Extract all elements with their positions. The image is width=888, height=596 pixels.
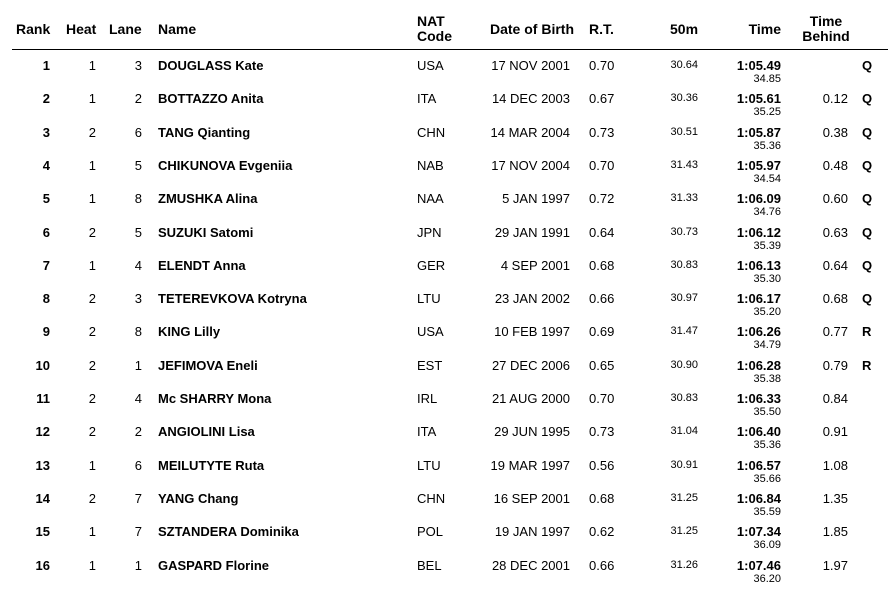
rank-cell: 5 — [42, 191, 50, 207]
rank-cell: 14 — [35, 490, 50, 506]
table-row — [0, 185, 888, 218]
date-of-birth-cell: 28 DEC 2001 — [491, 557, 570, 573]
final-time-cell: 1:06.17 — [736, 291, 781, 307]
lane-cell: 2 — [134, 424, 142, 440]
nat-code-cell: CHN — [417, 490, 446, 506]
lane-cell: 8 — [134, 324, 142, 340]
time-behind-cell: 1.97 — [822, 557, 848, 573]
final-time-cell: 1:06.26 — [736, 324, 781, 340]
header-split-50m: 50m — [670, 21, 699, 37]
qualification-mark: Q — [862, 291, 873, 307]
second-split-cell: 34.79 — [753, 339, 781, 352]
header-behind-line1: Time — [809, 13, 843, 29]
table-row — [0, 485, 888, 518]
split-50m-cell: 30.51 — [670, 125, 698, 138]
second-split-cell: 34.85 — [753, 73, 781, 85]
split-50m-cell: 31.33 — [670, 192, 698, 205]
reaction-time-cell: 0.64 — [589, 224, 615, 240]
table-row — [0, 219, 888, 252]
heat-cell: 2 — [88, 124, 96, 140]
nat-code-cell: POL — [417, 524, 444, 540]
athlete-name: ELENDT Anna — [158, 257, 246, 273]
athlete-name: ANGIOLINI Lisa — [158, 424, 255, 440]
athlete-name: KING Lilly — [158, 324, 221, 340]
rank-cell: 3 — [42, 124, 50, 140]
rank-cell: 15 — [35, 524, 50, 540]
qualification-mark: Q — [862, 58, 873, 73]
table-row — [0, 85, 888, 118]
heat-cell: 2 — [88, 224, 96, 240]
date-of-birth-cell: 16 SEP 2001 — [493, 490, 570, 506]
lane-cell: 3 — [134, 58, 142, 73]
final-time-cell: 1:05.87 — [736, 124, 781, 140]
split-50m-cell: 30.36 — [670, 92, 698, 105]
results-header — [0, 0, 888, 50]
athlete-name: Mc SHARRY Mona — [158, 391, 272, 406]
time-behind-cell: 1.35 — [822, 490, 848, 506]
nat-code-cell: NAA — [417, 191, 444, 207]
date-of-birth-cell: 23 JAN 2002 — [494, 291, 570, 307]
split-50m-cell: 30.83 — [670, 392, 698, 404]
final-time-cell: 1:06.09 — [736, 191, 781, 207]
header-time-behind — [795, 14, 857, 44]
heat-cell: 1 — [88, 257, 96, 273]
heat-cell: 2 — [88, 291, 96, 307]
final-time-cell: 1:05.49 — [736, 58, 781, 73]
time-behind-cell: 1.85 — [822, 524, 848, 540]
second-split-cell: 35.50 — [753, 406, 781, 418]
heat-cell: 1 — [88, 524, 96, 540]
time-behind-cell: 0.63 — [822, 224, 848, 240]
header-rank: Rank — [16, 21, 51, 37]
final-time-cell: 1:06.57 — [736, 457, 781, 473]
lane-cell: 6 — [134, 124, 142, 140]
reaction-time-cell: 0.56 — [589, 457, 615, 473]
split-50m-cell: 31.04 — [670, 425, 698, 438]
lane-cell: 5 — [134, 224, 142, 240]
lane-cell: 7 — [134, 524, 142, 540]
reaction-time-cell: 0.70 — [589, 391, 615, 406]
lane-cell: 7 — [134, 490, 142, 506]
date-of-birth-cell: 5 JAN 1997 — [502, 191, 570, 207]
split-50m-cell: 30.90 — [670, 358, 698, 371]
athlete-name: JEFIMOVA Eneli — [158, 357, 258, 373]
date-of-birth-cell: 27 DEC 2006 — [491, 357, 570, 373]
table-row — [0, 452, 888, 485]
reaction-time-cell: 0.65 — [589, 357, 615, 373]
table-row — [0, 518, 888, 551]
heat-cell: 1 — [88, 58, 96, 73]
header-nat-line2: Code — [417, 28, 452, 44]
reaction-time-cell: 0.68 — [589, 257, 615, 273]
nat-code-cell: NAB — [417, 157, 444, 173]
lane-cell: 3 — [134, 291, 142, 307]
rank-cell: 9 — [42, 324, 50, 340]
date-of-birth-cell: 19 JAN 1997 — [494, 524, 570, 540]
second-split-cell: 36.09 — [753, 539, 781, 552]
nat-code-cell: BEL — [417, 557, 442, 573]
reaction-time-cell: 0.66 — [589, 557, 615, 573]
date-of-birth-cell: 21 AUG 2000 — [491, 391, 570, 406]
athlete-name: DOUGLASS Kate — [158, 58, 264, 73]
athlete-name: MEILUTYTE Ruta — [158, 457, 265, 473]
reaction-time-cell: 0.70 — [589, 58, 615, 73]
header-divider — [12, 49, 888, 50]
rank-cell: 11 — [36, 391, 50, 406]
second-split-cell: 35.66 — [753, 472, 781, 485]
athlete-name: SUZUKI Satomi — [158, 224, 254, 240]
date-of-birth-cell: 29 JUN 1995 — [494, 424, 570, 440]
time-behind-cell: 0.64 — [822, 257, 848, 273]
lane-cell: 4 — [134, 391, 142, 406]
heat-cell: 2 — [88, 357, 96, 373]
final-time-cell: 1:05.97 — [736, 157, 781, 173]
split-50m-cell: 31.25 — [670, 491, 698, 504]
split-50m-cell: 31.47 — [670, 325, 698, 338]
date-of-birth-cell: 29 JAN 1991 — [494, 224, 570, 240]
nat-code-cell: ITA — [417, 91, 437, 107]
qualification-mark: Q — [862, 124, 873, 140]
header-date-of-birth: Date of Birth — [490, 21, 574, 37]
athlete-name: BOTTAZZO Anita — [158, 91, 264, 107]
second-split-cell: 35.25 — [753, 106, 781, 119]
table-row — [0, 52, 888, 85]
heat-cell: 1 — [88, 457, 96, 473]
second-split-cell: 35.20 — [753, 306, 781, 319]
reaction-time-cell: 0.67 — [589, 91, 615, 107]
lane-cell: 8 — [134, 191, 142, 207]
time-behind-cell: 0.48 — [822, 157, 848, 173]
split-50m-cell: 31.43 — [670, 158, 698, 171]
nat-code-cell: CHN — [417, 124, 446, 140]
nat-code-cell: IRL — [417, 391, 438, 406]
header-lane: Lane — [109, 21, 142, 37]
second-split-cell: 35.30 — [753, 272, 781, 285]
athlete-name: SZTANDERA Dominika — [158, 524, 299, 540]
final-time-cell: 1:06.12 — [736, 224, 781, 240]
reaction-time-cell: 0.72 — [589, 191, 615, 207]
table-row — [0, 285, 888, 318]
final-time-cell: 1:07.34 — [736, 524, 781, 540]
table-row — [0, 152, 888, 185]
date-of-birth-cell: 17 NOV 2004 — [491, 157, 570, 173]
split-50m-cell: 30.83 — [670, 258, 698, 271]
athlete-name: GASPARD Florine — [158, 557, 269, 573]
lane-cell: 4 — [134, 257, 142, 273]
final-time-cell: 1:06.28 — [736, 357, 781, 373]
date-of-birth-cell: 4 SEP 2001 — [500, 257, 570, 273]
lane-cell: 2 — [134, 91, 142, 107]
split-50m-cell: 31.25 — [670, 525, 698, 538]
qualification-mark: Q — [862, 157, 873, 173]
second-split-cell: 34.76 — [753, 206, 781, 219]
final-time-cell: 1:06.13 — [736, 257, 781, 273]
lane-cell: 6 — [134, 457, 142, 473]
athlete-name: ZMUSHKA Alina — [158, 191, 258, 207]
rank-cell: 10 — [35, 357, 50, 373]
nat-code-cell: USA — [417, 324, 444, 340]
lane-cell: 1 — [134, 557, 142, 573]
rank-cell: 16 — [35, 557, 50, 573]
final-time-cell: 1:07.46 — [736, 557, 781, 573]
final-time-cell: 1:06.40 — [736, 424, 781, 440]
time-behind-cell: 1.08 — [822, 457, 848, 473]
nat-code-cell: ITA — [417, 424, 437, 440]
table-row — [0, 352, 888, 385]
heat-cell: 1 — [88, 91, 96, 107]
table-row — [0, 552, 888, 585]
heat-cell: 2 — [88, 324, 96, 340]
rank-cell: 7 — [42, 257, 50, 273]
athlete-name: TETEREVKOVA Kotryna — [158, 291, 307, 307]
reaction-time-cell: 0.68 — [589, 490, 615, 506]
rank-cell: 1 — [42, 58, 50, 73]
split-50m-cell: 30.64 — [670, 59, 698, 71]
second-split-cell: 34.54 — [753, 172, 781, 185]
nat-code-cell: LTU — [417, 291, 441, 307]
reaction-time-cell: 0.66 — [589, 291, 615, 307]
nat-code-cell: USA — [417, 58, 444, 73]
table-row — [0, 119, 888, 152]
reaction-time-cell: 0.62 — [589, 524, 615, 540]
date-of-birth-cell: 17 NOV 2001 — [491, 58, 570, 73]
time-behind-cell: 0.84 — [822, 391, 848, 406]
split-50m-cell: 30.91 — [670, 458, 698, 471]
header-nat-line1: NAT — [417, 13, 445, 29]
header-nat-code — [417, 14, 452, 44]
header-heat: Heat — [66, 21, 97, 37]
time-behind-cell: 0.91 — [822, 424, 848, 440]
time-behind-cell: 0.12 — [822, 91, 848, 107]
athlete-name: CHIKUNOVA Evgeniia — [158, 157, 293, 173]
split-50m-cell: 31.26 — [670, 558, 698, 571]
header-name: Name — [158, 21, 197, 37]
second-split-cell: 35.36 — [753, 139, 781, 152]
table-row — [0, 385, 888, 418]
table-row — [0, 252, 888, 285]
header-behind-line2: Behind — [802, 28, 850, 44]
second-split-cell: 35.36 — [753, 439, 781, 452]
reaction-time-cell: 0.70 — [589, 157, 615, 173]
time-behind-cell: 0.79 — [822, 357, 848, 373]
qualification-mark: Q — [862, 91, 873, 107]
athlete-name: TANG Qianting — [158, 124, 251, 140]
rank-cell: 2 — [42, 91, 50, 107]
nat-code-cell: LTU — [417, 457, 441, 473]
rank-cell: 13 — [35, 457, 50, 473]
nat-code-cell: GER — [417, 257, 446, 273]
split-50m-cell: 30.97 — [670, 292, 698, 305]
heat-cell: 1 — [88, 557, 96, 573]
table-row — [0, 418, 888, 451]
date-of-birth-cell: 10 FEB 1997 — [494, 324, 570, 340]
qualification-mark: R — [862, 324, 872, 340]
heat-cell: 2 — [88, 424, 96, 440]
header-reaction-time: R.T. — [589, 21, 614, 37]
table-row — [0, 318, 888, 351]
athlete-name: YANG Chang — [158, 490, 239, 506]
final-time-cell: 1:05.61 — [736, 91, 781, 107]
qualification-mark: Q — [862, 224, 873, 240]
time-behind-cell: 0.68 — [822, 291, 848, 307]
date-of-birth-cell: 14 DEC 2003 — [491, 91, 570, 107]
second-split-cell: 36.20 — [753, 572, 781, 585]
qualification-mark: Q — [862, 257, 873, 273]
final-time-cell: 1:06.33 — [736, 391, 781, 406]
heat-cell: 1 — [88, 157, 96, 173]
date-of-birth-cell: 14 MAR 2004 — [490, 124, 570, 140]
qualification-mark: R — [862, 357, 872, 373]
heat-cell: 2 — [88, 391, 96, 406]
time-behind-cell: 0.60 — [822, 191, 848, 207]
time-behind-cell: 0.38 — [822, 124, 848, 140]
rank-cell: 12 — [35, 424, 50, 440]
heat-cell: 2 — [88, 490, 96, 506]
heat-cell: 1 — [88, 191, 96, 207]
header-time: Time — [748, 21, 781, 37]
reaction-time-cell: 0.69 — [589, 324, 615, 340]
final-time-cell: 1:06.84 — [736, 490, 781, 506]
rank-cell: 8 — [42, 291, 50, 307]
reaction-time-cell: 0.73 — [589, 424, 615, 440]
rank-cell: 4 — [42, 157, 50, 173]
time-behind-cell: 0.77 — [822, 324, 848, 340]
second-split-cell: 35.59 — [753, 505, 781, 518]
nat-code-cell: JPN — [417, 224, 442, 240]
second-split-cell: 35.38 — [753, 372, 781, 385]
lane-cell: 5 — [134, 157, 142, 173]
split-50m-cell: 30.73 — [670, 225, 698, 238]
date-of-birth-cell: 19 MAR 1997 — [490, 457, 570, 473]
reaction-time-cell: 0.73 — [589, 124, 615, 140]
qualification-mark: Q — [862, 191, 873, 207]
nat-code-cell: EST — [417, 357, 443, 373]
lane-cell: 1 — [134, 357, 142, 373]
rank-cell: 6 — [42, 224, 50, 240]
second-split-cell: 35.39 — [753, 239, 781, 252]
